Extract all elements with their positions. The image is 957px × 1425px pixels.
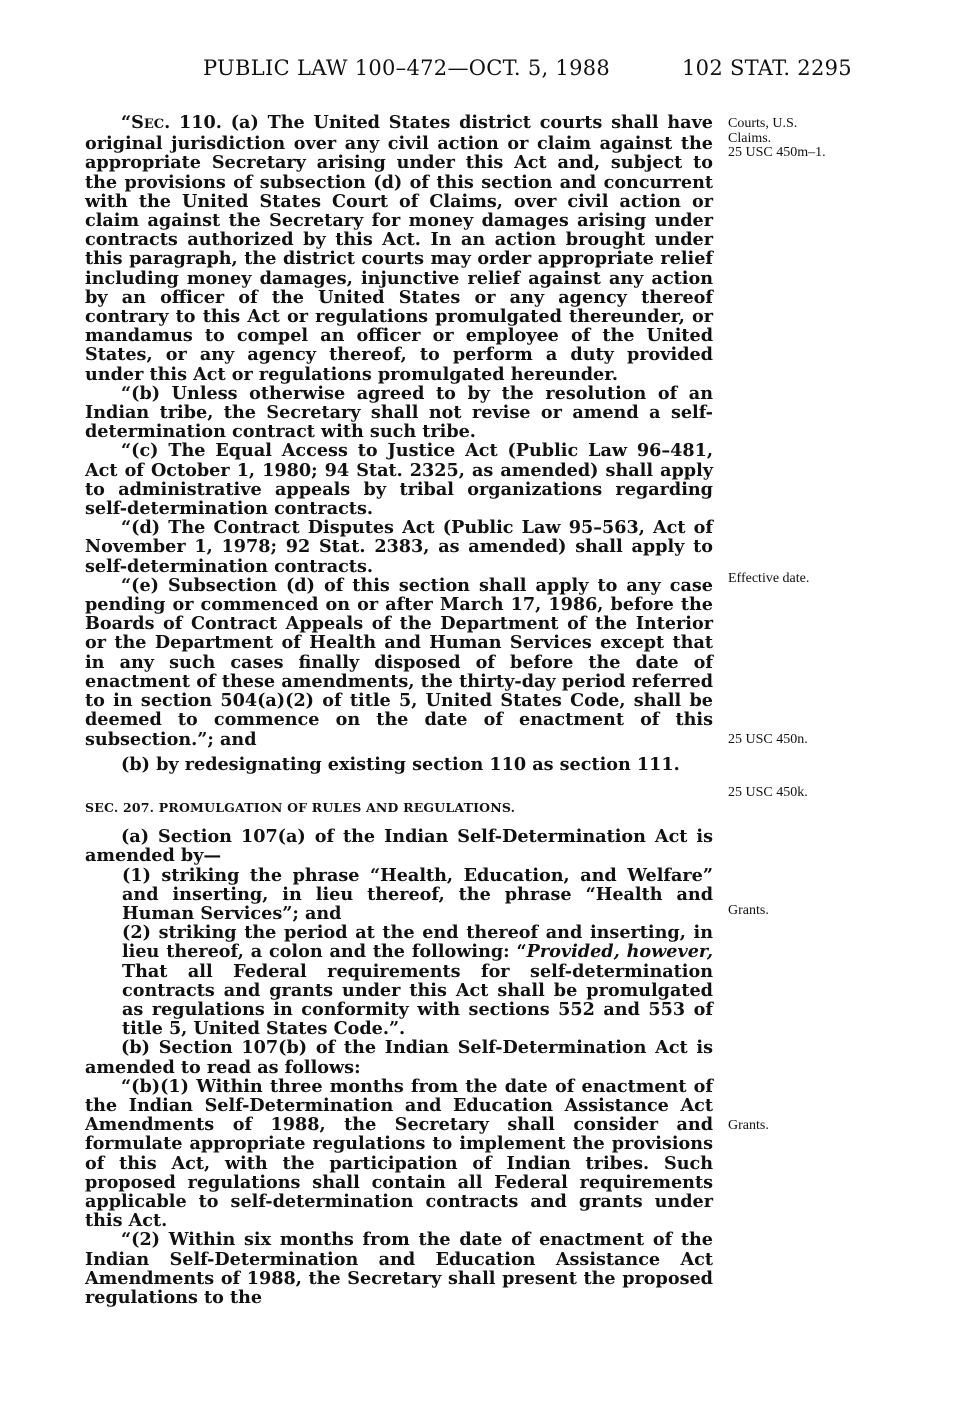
paragraph-207a: (a) Section 107(a) of the Indian Self-Determination Act is amended by—	[85, 826, 713, 867]
paragraph-207b: (b) Section 107(b) of the Indian Self-Determination Act is amended to read as follows:	[85, 1037, 713, 1078]
paragraph-d: “(d) The Contract Disputes Act (Public Law 95–563, Act of November 1, 1978; 92 Stat. 2383, as amended) shall apply to self-determination contracts.	[85, 517, 713, 577]
margin-note-courts: Courts, U.S.	[728, 116, 798, 131]
running-header-page: 102 STAT. 2295	[682, 56, 852, 80]
paragraph-c: “(c) The Equal Access to Justice Act (Public Law 96–481, Act of October 1, 1980; 94 Stat. 2325, as amended) shall apply to administrative appeals by tribal organizations regarding self-determination contracts.	[85, 440, 713, 520]
margin-note-usc-450k: 25 USC 450k.	[728, 785, 808, 800]
paragraph-e: “(e) Subsection (d) of this section shall apply to any case pending or commenced on or after March 17, 1986, before the Boards of Contract Appeals of the Department of the Interior or the Department of Health and Human Services except that in any such cases finally disposed of before the date of enactment of these amendments, the thirty-day period referred to in section 504(a)(2) of title 5, United States Code, shall be deemed to commence on the date of enactment of this subsection.”; and	[85, 574, 713, 750]
margin-note-grants-1: Grants.	[728, 903, 769, 918]
paragraph-b: “(b) Unless otherwise agreed to by the resolution of an Indian tribe, the Secretary shall not revise or amend a self-determination contract with such tribe.	[85, 382, 713, 443]
section-207-heading: SEC. 207. PROMULGATION OF RULES AND REGULATIONS.	[85, 799, 516, 815]
paragraph-redesignate: (b) by redesignating existing section 110 as section 111.	[121, 753, 680, 775]
margin-note-grants-2: Grants.	[728, 1118, 769, 1133]
margin-note-claims: Claims.	[728, 131, 772, 146]
paragraph-b1: “(b)(1) Within three months from the date of enactment of the Indian Self-Determination and Education Assistance Act Amendments of 1988, the Secretary shall consider and formulate appropriate regulations to implement the provisions of this Act, with the participation of Indian tribes. Such proposed regulations shall contain all Federal requirements applicable to self-determination contracts and grants under this Act.	[85, 1075, 713, 1232]
margin-note-usc-450n: 25 USC 450n.	[728, 732, 808, 747]
clause-2: (2) striking the period at the end thereof and inserting, in lieu thereof, a colon and the following: “Provided, however, That all Federal requirements for self-determination contracts and grants under this Act shall be promulgated as regulations in conformity with sections 552 and 553 of title 5, United States Code.”.	[122, 922, 714, 1040]
margin-note-usc-450m1: 25 USC 450m–1.	[728, 145, 826, 160]
clause-1: (1) striking the phrase “Health, Education, and Welfare” and inserting, in lieu thereof, the phrase “Health and Human Services”; and	[122, 864, 713, 924]
statute-body	[85, 113, 713, 1307]
margin-note-effective-date: Effective date.	[728, 571, 810, 586]
running-header-title: PUBLIC LAW 100–472—OCT. 5, 1988	[203, 56, 611, 80]
section-110-paragraph: “SEC. 110. (a) The United States district courts shall have original jurisdiction over any civil action or claim against the appropriate Secretary arising under this Act and, subject to the provisions of subsection (d) of this section and concurrent with the United States Court of Claims, over civil action or claim against the Secretary for money damages arising under contracts authorized by this Act. In an action brought under this paragraph, the district courts may order appropriate relief including money damages, injunctive relief against any action by an officer of the United States or any agency thereof contrary to this Act or regulations promulgated thereunder, or mandamus to compel an officer or employee of the United States, or any agency thereof, to perform a duty provided under this Act or regulations promulgated hereunder.	[85, 112, 713, 385]
paragraph-b2: “(2) Within six months from the date of enactment of the Indian Self-Determination and Education Assistance Act Amendments of 1988, the Secretary shall present the proposed regulations to the	[85, 1229, 713, 1308]
